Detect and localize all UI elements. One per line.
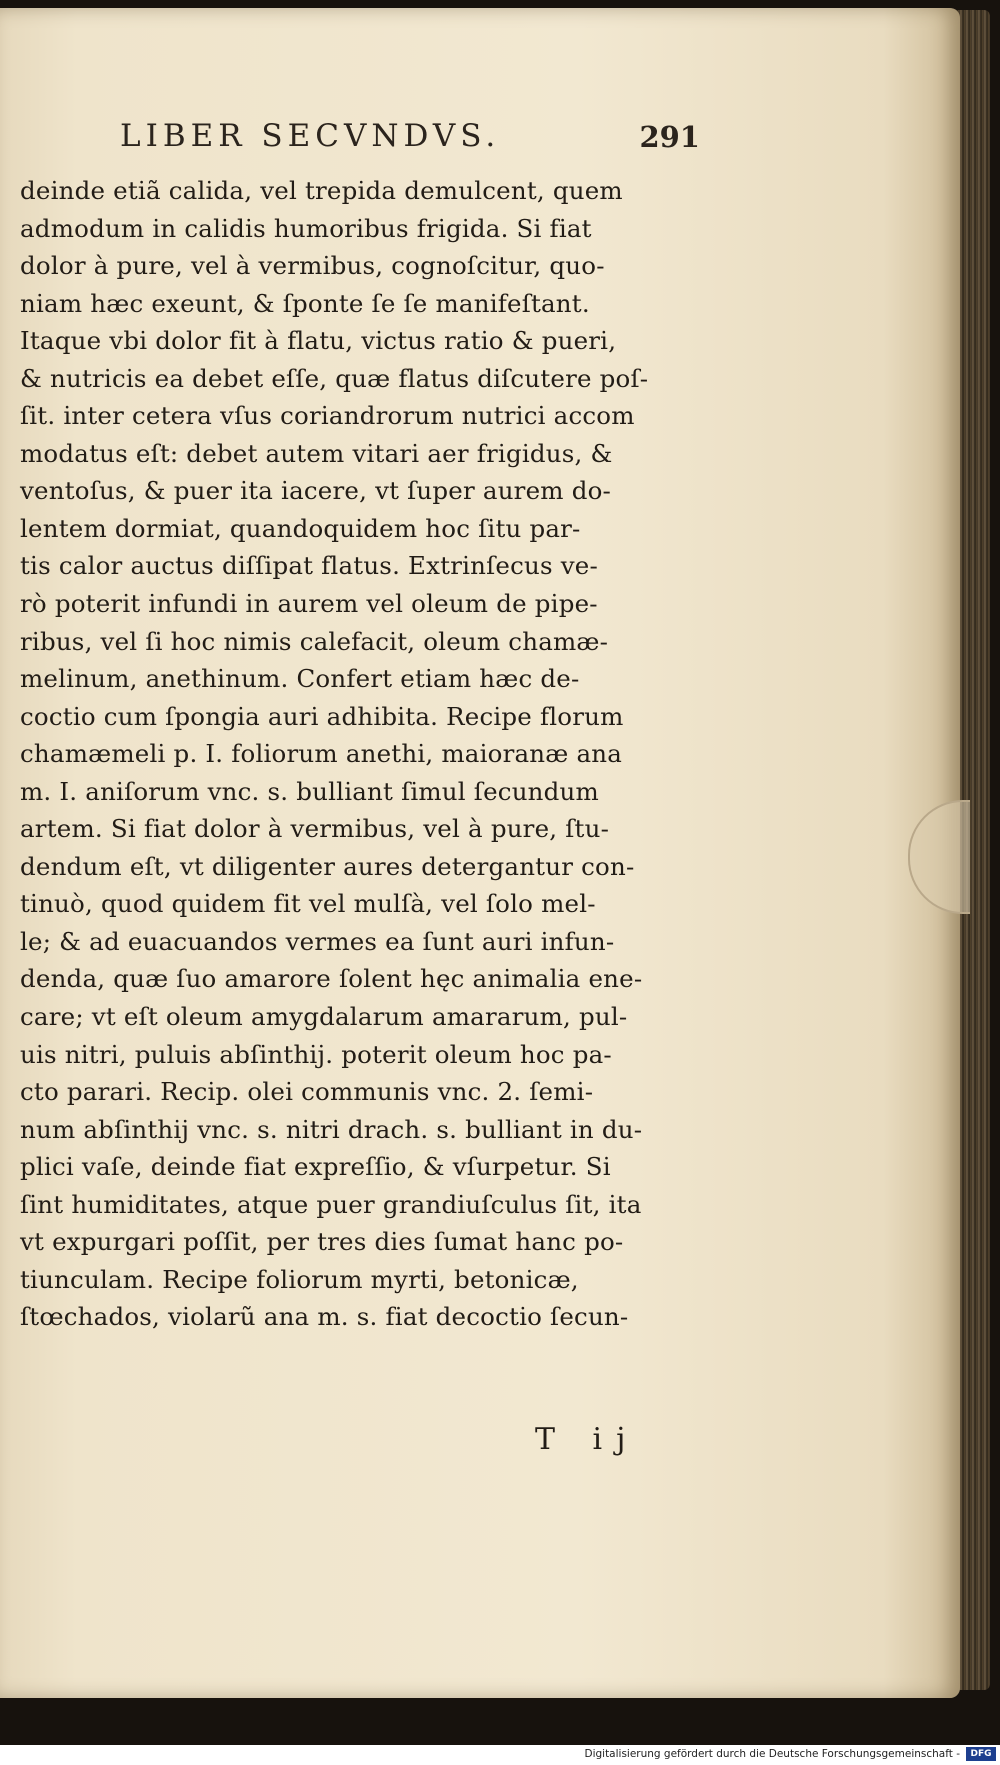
text-line: chamæmeli p. I. foliorum anethi, maioranæ ana	[20, 739, 623, 769]
text-line: m. I. aniſorum vnc. s. bulliant ſimul ſecundum	[20, 776, 599, 806]
text-line: care; vt eſt oleum amygdalarum amararum, pul-	[20, 1002, 628, 1032]
text-line: tiunculam. Recipe foliorum myrti, betonicæ,	[20, 1264, 579, 1294]
text-line: dendum eſt, vt diligenter aures detergantur con-	[20, 851, 635, 881]
text-line: num abſinthij vnc. s. nitri drach. s. bulliant in du-	[20, 1114, 643, 1144]
text-line: ribus, vel ſi hoc nimis calefacit, oleum chamæ-	[20, 626, 609, 656]
text-line: lentem dormiat, quandoquidem hoc ſitu par-	[20, 513, 581, 543]
text-line: Itaque vbi dolor fit à flatu, victus ratio & pueri,	[20, 326, 617, 356]
dfg-logo: DFG	[966, 1747, 996, 1761]
text-line: & nutricis ea debet eſſe, quæ flatus diſcutere poſ-	[20, 363, 649, 393]
text-line: niam hæc exeunt, & ſponte ſe ſe manifeſtant.	[20, 288, 590, 318]
text-line: ventoſus, & puer ita iacere, vt ſuper aurem do-	[20, 476, 612, 506]
text-line: plici vaſe, deinde fiat expreſſio, & vſurpetur. Si	[20, 1152, 611, 1182]
text-line: cto parari. Recip. olei communis vnc. 2. ſemi-	[20, 1077, 594, 1107]
text-line: ſtœchados, violarũ ana m. s. fiat decoctio ſecun-	[20, 1302, 629, 1332]
text-line: coctio cum ſpongia auri adhibita. Recipe florum	[20, 701, 624, 731]
text-line: tis calor auctus diſſipat flatus. Extrinſecus ve-	[20, 551, 598, 581]
text-line: artem. Si fiat dolor à vermibus, vel à pure, ſtu-	[20, 814, 610, 844]
text-line: denda, quæ ſuo amarore ſolent hęc animalia ene-	[20, 964, 643, 994]
text-line: le; & ad euacuandos vermes ea ſunt auri infun-	[20, 926, 615, 956]
text-line: deinde etiã calida, vel trepida demulcent, quem	[20, 176, 623, 205]
signature-mark: T ij	[535, 1422, 640, 1457]
text-line: admodum in calidis humoribus frigida. Si fiat	[20, 213, 592, 243]
text-line: ſint humiditates, atque puer grandiuſculus ſit, ita	[20, 1189, 642, 1219]
running-title: LIBER SECVNDVS.	[120, 118, 501, 154]
text-line: melinum, anethinum. Confert etiam hæc de-	[20, 664, 580, 694]
page-header	[120, 118, 700, 168]
text-line: rò poterit infundi in aurem vel oleum de pipe-	[20, 589, 598, 619]
body-text	[20, 172, 700, 1336]
text-line: ſit. inter cetera vſus coriandrorum nutrici accom	[20, 401, 635, 431]
text-line: uis nitri, puluis abſinthij. poterit oleum hoc pa-	[20, 1039, 612, 1069]
text-line: tinuò, quod quidem fit vel mulſà, vel ſolo mel-	[20, 889, 596, 919]
text-line: vt expurgari poſſit, per tres dies ſumat hanc po-	[20, 1227, 624, 1257]
page-number: 291	[639, 120, 700, 154]
text-line: modatus eſt: debet autem vitari aer frigidus, &	[20, 438, 613, 468]
digitization-credit: Digitalisierung gefördert durch die Deutsche Forschungsgemeinschaft -	[584, 1748, 960, 1760]
text-line: dolor à pure, vel à vermibus, cognoſcitur, quo-	[20, 251, 605, 281]
